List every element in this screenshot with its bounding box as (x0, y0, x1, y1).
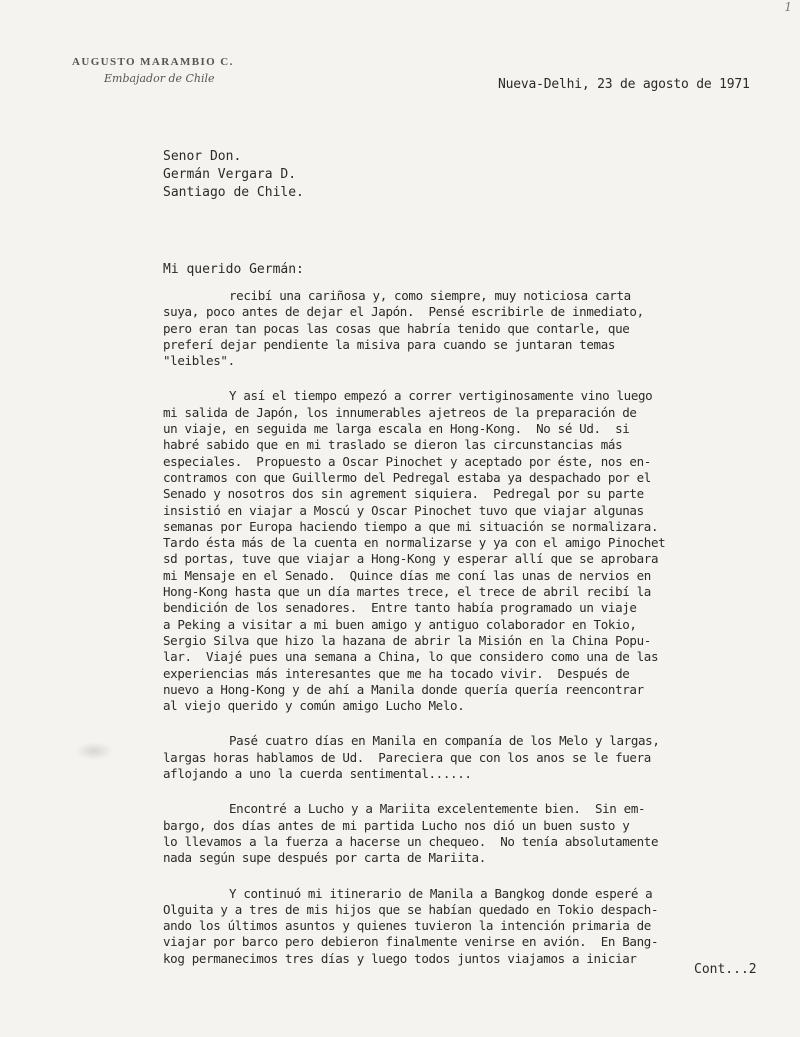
sender-title: Embajador de Chile (104, 72, 215, 85)
recipient-line: Santiago de Chile. (163, 185, 304, 200)
recipient-line: Germán Vergara D. (163, 167, 297, 182)
letter-line: Sergio Silva que hizo la hazana de abrir la Misión en la China Popu- (163, 632, 651, 648)
letter-line: bargo, dos días antes de mi partida Lucho nos dió un buen susto y (163, 817, 630, 833)
letter-line: especiales. Propuesto a Oscar Pinochet y aceptado por éste, nos en- (163, 453, 651, 469)
letter-line: recibí una cariñosa y, como siempre, muy noticiosa carta (229, 288, 631, 303)
letter-line: habré sabido que en mi traslado se dieron las circunstancias más (163, 437, 623, 453)
continuation-marker: Cont...2 (694, 962, 757, 977)
letter-line: Y así el tiempo empezó a correr vertiginosamente vino luego (229, 388, 653, 404)
letter-line: Olguita y a tres de mis hijos que se habían quedado en Tokio despach- (163, 901, 659, 917)
letter-line: suya, poco antes de dejar el Japón. Pensé escribirle de inmediato, (163, 304, 644, 320)
letter-line: nuevo a Hong-Kong y de ahí a Manila donde quería quería reencontrar (163, 681, 644, 697)
letter-paragraph (163, 886, 753, 967)
letter-line: semanas por Europa haciendo tiempo a que mi situación se normalizara. (163, 518, 659, 534)
letter-paragraph (163, 388, 753, 714)
page-number: 1 (784, 0, 792, 14)
letter-line: sd portas, tuve que viajar a Hong-Kong y esperar allí que se aprobara (163, 551, 659, 567)
letter-line: pero eran tan pocas las cosas que habría tenido que contarle, que (163, 320, 630, 336)
letter-line: mi Mensaje en el Senado. Quince días me coní las unas de nervios en (163, 567, 651, 583)
letter-line: al viejo querido y común amigo Lucho Melo. (163, 698, 465, 714)
sender-name: AUGUSTO MARAMBIO C. (72, 56, 234, 68)
letter-line: Encontré a Lucho y a Mariita excelentemente bien. Sin em- (229, 801, 646, 817)
letter-line: a Peking a visitar a mi buen amigo y antiguo colaborador en Tokio, (163, 616, 637, 632)
letter-line: mi salida de Japón, los innumerables ajetreos de la preparación de (163, 404, 637, 420)
letter-line: viajar por barco pero debieron finalmente venirse en avión. En Bang- (163, 934, 659, 950)
letter-line: largas horas hablamos de Ud. Pareciera que con los anos se le fuera (163, 749, 651, 765)
recipient-block (163, 148, 304, 202)
letter-line: preferí dejar pendiente la misiva para cuando se juntaran temas (163, 336, 616, 352)
recipient-line: Senor Don. (163, 149, 242, 164)
letter-line: bendición de los senadores. Entre tanto había programado un viaje (163, 600, 637, 616)
letter-line: Y continuó mi itinerario de Manila a Bangkog donde esperé a (229, 885, 653, 901)
letter-line: lo llevamos a la fuerza a hacerse un chequeo. No tenía absolutamente (163, 833, 659, 849)
letter-line: Senado y nosotros dos sin agrement siquiera. Pedregal por su parte (163, 486, 644, 502)
letter-line: insistió en viajar a Moscú y Oscar Pinochet tuvo que viajar algunas (163, 502, 644, 518)
letter-line: kog permanecimos tres días y luego todos juntos viajamos a iniciar (163, 950, 637, 966)
letter-paragraph (163, 288, 753, 369)
letter-paragraph (163, 801, 753, 866)
letter-line: nada según supe después por carta de Mariita. (163, 850, 486, 866)
letter-line: Tardo ésta más de la cuenta en normalizarse y ya con el amigo Pinochet (163, 535, 666, 551)
letter-line: "leibles". (163, 353, 235, 369)
letter-body (163, 288, 753, 986)
ink-smudge (75, 742, 113, 760)
letter-line: lar. Viajé pues una semana a China, lo que considero como una de las (163, 649, 659, 665)
letter-line: ando los últimos asuntos y quienes tuvieron la intención primaria de (163, 918, 651, 934)
letter-line: aflojando a uno la cuerda sentimental...... (163, 766, 472, 782)
letter-line: un viaje, en seguida me larga escala en Hong-Kong. No sé Ud. si (163, 421, 630, 437)
place-date: Nueva-Delhi, 23 de agosto de 1971 (498, 77, 750, 92)
letter-line: experiencias más interesantes que me ha tocado vivir. Después de (163, 665, 630, 681)
salutation: Mi querido Germán: (163, 262, 304, 277)
letter-line: Hong-Kong hasta que un día martes trece, el trece de abril recibí la (163, 584, 651, 600)
letter-line: contramos con que Guillermo del Pedregal estaba ya despachado por el (163, 469, 651, 485)
letter-paragraph (163, 733, 753, 782)
letter-line: Pasé cuatro días en Manila en companía de los Melo y largas, (229, 733, 660, 749)
letterhead (72, 56, 234, 85)
